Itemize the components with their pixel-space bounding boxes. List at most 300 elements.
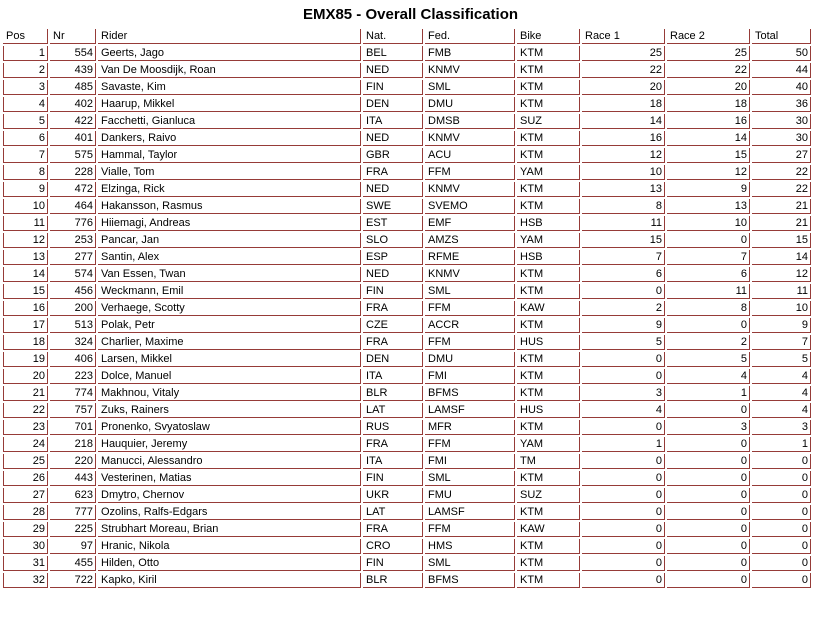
cell-race-1: 2 [582, 301, 665, 316]
cell-nr: 722 [50, 573, 96, 588]
table-row [3, 114, 811, 129]
cell-nr: 456 [50, 284, 96, 299]
cell-nat: EST [363, 216, 423, 231]
cell-bike: KTM [517, 97, 580, 112]
cell-nr: 554 [50, 46, 96, 61]
cell-rider: Van Essen, Twan [98, 267, 361, 282]
cell-pos: 20 [3, 369, 48, 384]
cell-pos: 19 [3, 352, 48, 367]
table-row [3, 182, 811, 197]
column-header-bike: Bike [517, 29, 580, 44]
cell-race-1: 6 [582, 267, 665, 282]
cell-rider: Kapko, Kiril [98, 573, 361, 588]
cell-race-1: 0 [582, 505, 665, 520]
cell-pos: 15 [3, 284, 48, 299]
cell-total: 21 [752, 216, 811, 231]
cell-nr: 623 [50, 488, 96, 503]
cell-total: 0 [752, 539, 811, 554]
cell-fed: FFM [425, 165, 515, 180]
cell-race-2: 0 [667, 573, 750, 588]
cell-total: 4 [752, 369, 811, 384]
cell-pos: 27 [3, 488, 48, 503]
cell-fed: ACU [425, 148, 515, 163]
cell-total: 0 [752, 454, 811, 469]
cell-race-1: 0 [582, 556, 665, 571]
cell-race-2: 0 [667, 318, 750, 333]
cell-race-1: 18 [582, 97, 665, 112]
cell-bike: HSB [517, 250, 580, 265]
cell-bike: SUZ [517, 114, 580, 129]
cell-nr: 406 [50, 352, 96, 367]
cell-race-2: 18 [667, 97, 750, 112]
cell-race-1: 0 [582, 488, 665, 503]
cell-nat: BLR [363, 573, 423, 588]
cell-fed: FFM [425, 522, 515, 537]
cell-race-2: 4 [667, 369, 750, 384]
cell-race-2: 1 [667, 386, 750, 401]
cell-nat: FRA [363, 165, 423, 180]
cell-rider: Weckmann, Emil [98, 284, 361, 299]
cell-nat: FRA [363, 522, 423, 537]
cell-nat: ITA [363, 114, 423, 129]
table-row [3, 267, 811, 282]
cell-race-2: 12 [667, 165, 750, 180]
cell-fed: KNMV [425, 131, 515, 146]
cell-race-2: 10 [667, 216, 750, 231]
cell-total: 4 [752, 403, 811, 418]
cell-pos: 14 [3, 267, 48, 282]
cell-rider: Facchetti, Gianluca [98, 114, 361, 129]
cell-race-2: 0 [667, 471, 750, 486]
cell-rider: Hammal, Taylor [98, 148, 361, 163]
cell-fed: LAMSF [425, 403, 515, 418]
cell-race-2: 0 [667, 233, 750, 248]
cell-total: 0 [752, 471, 811, 486]
cell-pos: 10 [3, 199, 48, 214]
cell-pos: 21 [3, 386, 48, 401]
cell-fed: KNMV [425, 63, 515, 78]
cell-rider: Hakansson, Rasmus [98, 199, 361, 214]
cell-fed: DMU [425, 352, 515, 367]
cell-nat: ESP [363, 250, 423, 265]
cell-nat: DEN [363, 97, 423, 112]
cell-nat: BEL [363, 46, 423, 61]
cell-race-2: 16 [667, 114, 750, 129]
cell-total: 0 [752, 505, 811, 520]
cell-fed: LAMSF [425, 505, 515, 520]
cell-pos: 29 [3, 522, 48, 537]
cell-total: 15 [752, 233, 811, 248]
cell-fed: SVEMO [425, 199, 515, 214]
cell-rider: Hilden, Otto [98, 556, 361, 571]
cell-pos: 30 [3, 539, 48, 554]
cell-total: 1 [752, 437, 811, 452]
cell-fed: SML [425, 556, 515, 571]
cell-bike: KTM [517, 199, 580, 214]
cell-race-2: 2 [667, 335, 750, 350]
cell-fed: DMU [425, 97, 515, 112]
cell-rider: Dolce, Manuel [98, 369, 361, 384]
cell-bike: KTM [517, 573, 580, 588]
cell-nr: 324 [50, 335, 96, 350]
cell-pos: 23 [3, 420, 48, 435]
cell-race-2: 0 [667, 556, 750, 571]
cell-total: 22 [752, 165, 811, 180]
cell-pos: 24 [3, 437, 48, 452]
cell-race-1: 20 [582, 80, 665, 95]
cell-bike: HSB [517, 216, 580, 231]
cell-fed: SML [425, 80, 515, 95]
cell-bike: KTM [517, 471, 580, 486]
cell-nat: NED [363, 267, 423, 282]
cell-race-1: 5 [582, 335, 665, 350]
cell-pos: 8 [3, 165, 48, 180]
table-row [3, 522, 811, 537]
cell-nat: SLO [363, 233, 423, 248]
cell-rider: Elzinga, Rick [98, 182, 361, 197]
cell-nr: 776 [50, 216, 96, 231]
cell-total: 50 [752, 46, 811, 61]
cell-pos: 22 [3, 403, 48, 418]
cell-pos: 1 [3, 46, 48, 61]
table-row [3, 454, 811, 469]
cell-pos: 25 [3, 454, 48, 469]
cell-total: 10 [752, 301, 811, 316]
cell-total: 36 [752, 97, 811, 112]
cell-bike: YAM [517, 165, 580, 180]
cell-total: 3 [752, 420, 811, 435]
cell-nat: DEN [363, 352, 423, 367]
cell-nr: 200 [50, 301, 96, 316]
table-row [3, 386, 811, 401]
cell-fed: BFMS [425, 573, 515, 588]
cell-fed: FFM [425, 301, 515, 316]
cell-rider: Verhaege, Scotty [98, 301, 361, 316]
cell-race-2: 9 [667, 182, 750, 197]
cell-fed: BFMS [425, 386, 515, 401]
cell-fed: MFR [425, 420, 515, 435]
cell-nat: UKR [363, 488, 423, 503]
cell-race-1: 25 [582, 46, 665, 61]
table-row [3, 284, 811, 299]
cell-race-1: 0 [582, 539, 665, 554]
table-row [3, 63, 811, 78]
cell-bike: KTM [517, 386, 580, 401]
cell-rider: Hranic, Nikola [98, 539, 361, 554]
cell-bike: YAM [517, 437, 580, 452]
cell-bike: HUS [517, 403, 580, 418]
table-row [3, 165, 811, 180]
cell-fed: FMI [425, 454, 515, 469]
cell-race-2: 13 [667, 199, 750, 214]
cell-nat: FIN [363, 80, 423, 95]
cell-bike: KTM [517, 556, 580, 571]
cell-race-2: 0 [667, 522, 750, 537]
cell-rider: Ozolins, Ralfs-Edgars [98, 505, 361, 520]
table-row [3, 335, 811, 350]
cell-nr: 402 [50, 97, 96, 112]
cell-nr: 455 [50, 556, 96, 571]
cell-fed: SML [425, 471, 515, 486]
cell-pos: 16 [3, 301, 48, 316]
cell-race-1: 4 [582, 403, 665, 418]
cell-fed: FMI [425, 369, 515, 384]
cell-nr: 513 [50, 318, 96, 333]
cell-fed: SML [425, 284, 515, 299]
cell-bike: KTM [517, 267, 580, 282]
cell-bike: KTM [517, 80, 580, 95]
cell-race-1: 14 [582, 114, 665, 129]
cell-total: 12 [752, 267, 811, 282]
cell-pos: 5 [3, 114, 48, 129]
table-row [3, 46, 811, 61]
cell-total: 11 [752, 284, 811, 299]
table-row [3, 148, 811, 163]
cell-nr: 701 [50, 420, 96, 435]
results-table-body [3, 46, 811, 588]
cell-race-2: 0 [667, 488, 750, 503]
cell-pos: 31 [3, 556, 48, 571]
cell-total: 4 [752, 386, 811, 401]
cell-race-2: 8 [667, 301, 750, 316]
cell-pos: 17 [3, 318, 48, 333]
cell-race-1: 11 [582, 216, 665, 231]
cell-total: 27 [752, 148, 811, 163]
cell-nr: 575 [50, 148, 96, 163]
cell-rider: Makhnou, Vitaly [98, 386, 361, 401]
cell-bike: HUS [517, 335, 580, 350]
cell-fed: HMS [425, 539, 515, 554]
table-row [3, 539, 811, 554]
cell-nr: 422 [50, 114, 96, 129]
cell-rider: Pancar, Jan [98, 233, 361, 248]
cell-nr: 218 [50, 437, 96, 452]
cell-nr: 97 [50, 539, 96, 554]
cell-total: 30 [752, 114, 811, 129]
cell-race-1: 0 [582, 573, 665, 588]
column-header-nr: Nr [50, 29, 96, 44]
cell-rider: Geerts, Jago [98, 46, 361, 61]
cell-race-2: 6 [667, 267, 750, 282]
cell-race-1: 0 [582, 284, 665, 299]
table-row [3, 437, 811, 452]
cell-rider: Charlier, Maxime [98, 335, 361, 350]
cell-nat: GBR [363, 148, 423, 163]
cell-race-2: 0 [667, 437, 750, 452]
cell-bike: KAW [517, 522, 580, 537]
cell-pos: 28 [3, 505, 48, 520]
cell-nr: 439 [50, 63, 96, 78]
column-header-nat: Nat. [363, 29, 423, 44]
cell-nr: 253 [50, 233, 96, 248]
cell-pos: 4 [3, 97, 48, 112]
table-row [3, 199, 811, 214]
cell-bike: KTM [517, 539, 580, 554]
cell-total: 9 [752, 318, 811, 333]
cell-race-2: 0 [667, 505, 750, 520]
cell-nr: 777 [50, 505, 96, 520]
cell-nr: 774 [50, 386, 96, 401]
cell-rider: Manucci, Alessandro [98, 454, 361, 469]
cell-nat: CRO [363, 539, 423, 554]
cell-bike: KTM [517, 505, 580, 520]
table-row [3, 420, 811, 435]
cell-race-1: 0 [582, 522, 665, 537]
cell-nat: FIN [363, 556, 423, 571]
cell-race-2: 0 [667, 539, 750, 554]
cell-nat: ITA [363, 454, 423, 469]
cell-race-1: 8 [582, 199, 665, 214]
cell-race-1: 0 [582, 352, 665, 367]
cell-pos: 32 [3, 573, 48, 588]
cell-bike: KTM [517, 148, 580, 163]
cell-nat: FIN [363, 471, 423, 486]
cell-pos: 18 [3, 335, 48, 350]
table-header-row [3, 29, 811, 44]
column-header-rider: Rider [98, 29, 361, 44]
table-row [3, 233, 811, 248]
cell-pos: 11 [3, 216, 48, 231]
cell-race-1: 12 [582, 148, 665, 163]
cell-total: 14 [752, 250, 811, 265]
cell-rider: Haarup, Mikkel [98, 97, 361, 112]
cell-race-2: 14 [667, 131, 750, 146]
table-row [3, 352, 811, 367]
cell-bike: KTM [517, 369, 580, 384]
cell-nat: FIN [363, 284, 423, 299]
cell-bike: KTM [517, 420, 580, 435]
column-header-race-2: Race 2 [667, 29, 750, 44]
cell-rider: Hauquier, Jeremy [98, 437, 361, 452]
cell-race-1: 0 [582, 471, 665, 486]
cell-fed: FFM [425, 437, 515, 452]
cell-nat: BLR [363, 386, 423, 401]
cell-race-2: 5 [667, 352, 750, 367]
cell-bike: KTM [517, 63, 580, 78]
cell-rider: Savaste, Kim [98, 80, 361, 95]
cell-bike: SUZ [517, 488, 580, 503]
cell-nat: FRA [363, 335, 423, 350]
cell-rider: Larsen, Mikkel [98, 352, 361, 367]
cell-nr: 464 [50, 199, 96, 214]
cell-fed: AMZS [425, 233, 515, 248]
cell-fed: FMB [425, 46, 515, 61]
table-row [3, 80, 811, 95]
table-row [3, 369, 811, 384]
cell-nr: 485 [50, 80, 96, 95]
cell-race-1: 13 [582, 182, 665, 197]
cell-race-1: 15 [582, 233, 665, 248]
cell-rider: Dmytro, Chernov [98, 488, 361, 503]
cell-bike: KAW [517, 301, 580, 316]
cell-bike: KTM [517, 46, 580, 61]
cell-total: 44 [752, 63, 811, 78]
cell-bike: KTM [517, 131, 580, 146]
table-row [3, 556, 811, 571]
cell-total: 0 [752, 573, 811, 588]
cell-rider: Zuks, Rainers [98, 403, 361, 418]
column-header-race-1: Race 1 [582, 29, 665, 44]
cell-fed: FMU [425, 488, 515, 503]
cell-race-1: 0 [582, 369, 665, 384]
cell-race-1: 16 [582, 131, 665, 146]
table-row [3, 403, 811, 418]
cell-total: 30 [752, 131, 811, 146]
table-row [3, 488, 811, 503]
cell-pos: 7 [3, 148, 48, 163]
cell-nr: 228 [50, 165, 96, 180]
cell-nat: ITA [363, 369, 423, 384]
cell-fed: KNMV [425, 182, 515, 197]
table-row [3, 318, 811, 333]
cell-pos: 2 [3, 63, 48, 78]
cell-race-2: 25 [667, 46, 750, 61]
cell-nat: SWE [363, 199, 423, 214]
cell-nat: RUS [363, 420, 423, 435]
cell-fed: KNMV [425, 267, 515, 282]
cell-race-1: 0 [582, 420, 665, 435]
cell-race-1: 3 [582, 386, 665, 401]
table-row [3, 301, 811, 316]
cell-nr: 277 [50, 250, 96, 265]
table-row [3, 131, 811, 146]
cell-race-1: 10 [582, 165, 665, 180]
cell-nr: 757 [50, 403, 96, 418]
table-row [3, 505, 811, 520]
cell-nat: NED [363, 131, 423, 146]
cell-bike: KTM [517, 182, 580, 197]
cell-nr: 574 [50, 267, 96, 282]
cell-total: 22 [752, 182, 811, 197]
cell-total: 0 [752, 488, 811, 503]
table-row [3, 250, 811, 265]
column-header-pos: Pos [3, 29, 48, 44]
cell-race-2: 20 [667, 80, 750, 95]
cell-total: 7 [752, 335, 811, 350]
cell-nat: NED [363, 63, 423, 78]
cell-bike: KTM [517, 284, 580, 299]
cell-rider: Strubhart Moreau, Brian [98, 522, 361, 537]
cell-fed: EMF [425, 216, 515, 231]
cell-bike: KTM [517, 352, 580, 367]
cell-race-1: 9 [582, 318, 665, 333]
cell-nat: LAT [363, 505, 423, 520]
cell-rider: Vesterinen, Matias [98, 471, 361, 486]
cell-bike: TM [517, 454, 580, 469]
cell-nr: 223 [50, 369, 96, 384]
cell-total: 0 [752, 556, 811, 571]
cell-pos: 9 [3, 182, 48, 197]
table-row [3, 216, 811, 231]
cell-race-1: 1 [582, 437, 665, 452]
cell-total: 21 [752, 199, 811, 214]
column-header-total: Total [752, 29, 811, 44]
cell-race-1: 0 [582, 454, 665, 469]
cell-nat: LAT [363, 403, 423, 418]
cell-rider: Hiiemagi, Andreas [98, 216, 361, 231]
cell-race-2: 15 [667, 148, 750, 163]
page-title: EMX85 - Overall Classification [302, 6, 519, 23]
cell-nr: 443 [50, 471, 96, 486]
cell-fed: FFM [425, 335, 515, 350]
cell-fed: DMSB [425, 114, 515, 129]
cell-rider: Dankers, Raivo [98, 131, 361, 146]
cell-total: 5 [752, 352, 811, 367]
cell-pos: 6 [3, 131, 48, 146]
cell-rider: Pronenko, Svyatoslaw [98, 420, 361, 435]
cell-fed: ACCR [425, 318, 515, 333]
cell-race-2: 7 [667, 250, 750, 265]
